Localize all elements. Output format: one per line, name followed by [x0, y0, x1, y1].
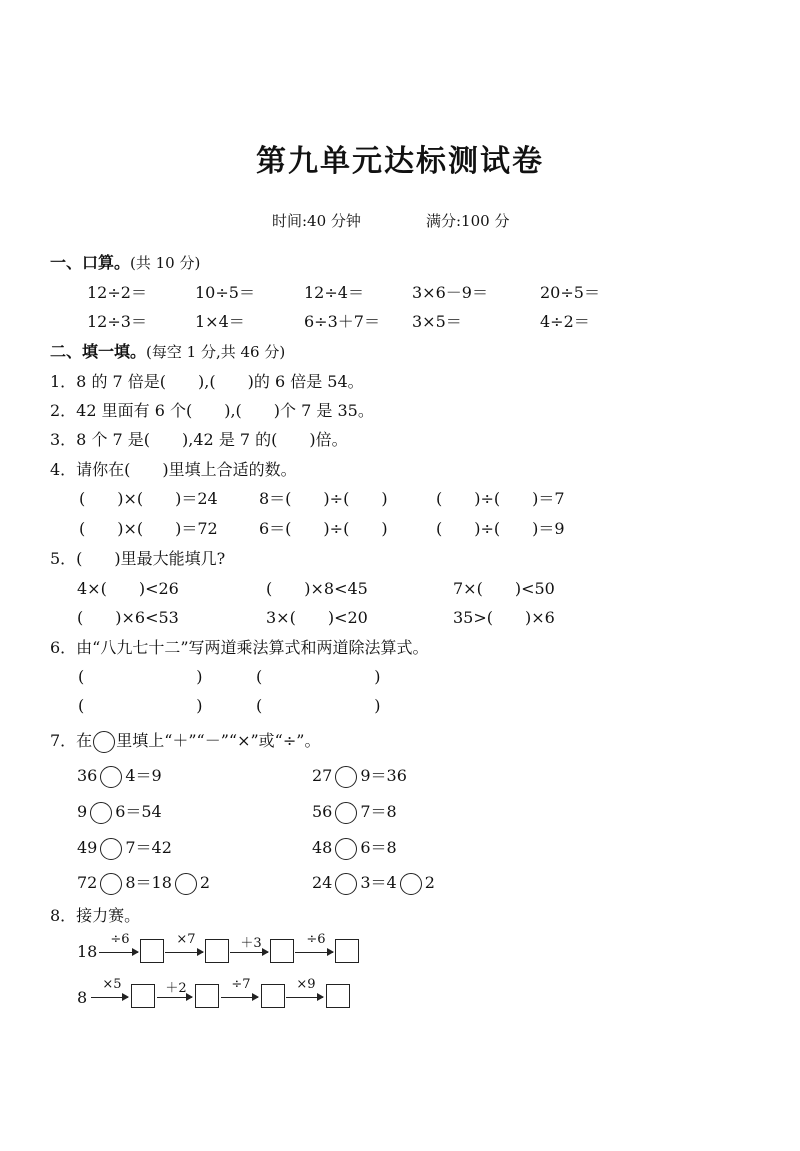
section-1-note: (共 10 分) [130, 254, 201, 272]
oral-calc-item: 1×4＝ [195, 312, 245, 331]
page-title: 第九单元达标测试卷 [256, 144, 544, 179]
question-3: 3．8 个 7 是( ),42 是 7 的( )倍。 [50, 430, 348, 449]
fill-equation: ( )÷( )＝9 [436, 519, 565, 538]
relay-operation: ×7 [176, 932, 196, 947]
inequality: 3×( )<20 [266, 608, 368, 627]
inequality: 7×( )<50 [453, 579, 555, 598]
operand: 36 [77, 766, 98, 785]
operand: 9 [77, 802, 88, 821]
question-1: 1．8 的 7 倍是( ),( )的 6 倍是 54。 [50, 372, 364, 391]
question-7-stem [50, 728, 320, 753]
relay-operation: ÷6 [110, 932, 130, 947]
question-8-stem: 8．接力赛。 [50, 906, 141, 925]
operand: 7＝8 [360, 802, 397, 821]
operator-equation [312, 835, 397, 860]
answer-box [261, 984, 285, 1008]
relay-operation: ÷7 [231, 977, 251, 992]
answer-box [131, 984, 155, 1008]
operator-circle-icon [100, 766, 122, 788]
answer-box [140, 939, 164, 963]
operator-equation [312, 870, 435, 895]
arrow-right-icon [157, 997, 192, 998]
operator-circle-icon [93, 731, 115, 753]
operand: 6＝8 [360, 838, 397, 857]
operand: 2 [199, 873, 211, 892]
question-2: 2．42 里面有 6 个( ),( )个 7 是 35。 [50, 401, 374, 420]
operator-circle-icon [90, 802, 112, 824]
operand: 72 [77, 873, 98, 892]
answer-blank: ( ) [256, 696, 381, 715]
arrow-right-icon [295, 952, 333, 953]
relay-operation: ×9 [296, 977, 316, 992]
answer-blank: ( ) [78, 696, 203, 715]
inequality: ( )×6<53 [77, 608, 179, 627]
inequality: 4×( )<26 [77, 579, 179, 598]
answer-box [270, 939, 294, 963]
operator-circle-icon [335, 838, 357, 860]
operand: 48 [312, 838, 333, 857]
inequality: ( )×8<45 [266, 579, 368, 598]
relay-operation: ＋2 [165, 981, 187, 996]
section-2-heading [50, 339, 285, 362]
operator-circle-icon [100, 873, 122, 895]
oral-calc-item: 20÷5＝ [540, 283, 600, 302]
answer-box [335, 939, 359, 963]
question-5-stem: 5．( )里最大能填几? [50, 549, 226, 568]
section-2-note: (每空 1 分,共 46 分) [146, 343, 286, 361]
operand: 49 [77, 838, 98, 857]
oral-calc-item: 12÷3＝ [87, 312, 147, 331]
fill-equation: 8＝( )÷( ) [259, 489, 388, 508]
operator-circle-icon [335, 802, 357, 824]
relay-operation: ＋3 [240, 936, 262, 951]
operator-circle-icon [100, 838, 122, 860]
arrow-right-icon [165, 952, 203, 953]
operator-circle-icon [175, 873, 197, 895]
arrow-right-icon [99, 952, 138, 953]
operand: 9＝36 [360, 766, 407, 785]
question-7-stem-prefix: 7．在 [50, 731, 93, 750]
question-4-stem: 4．请你在( )里填上合适的数。 [50, 460, 297, 479]
operator-circle-icon [335, 766, 357, 788]
answer-box [195, 984, 219, 1008]
arrow-right-icon [91, 997, 128, 998]
question-7-stem-suffix: 里填上“＋”“－”“×”或“÷”。 [116, 731, 321, 750]
answer-blank: ( ) [256, 667, 381, 686]
operand: 7＝42 [125, 838, 172, 857]
section-2-title: 二、填一填。 [50, 342, 147, 361]
full-score: 满分:100 分 [426, 212, 510, 230]
operator-circle-icon [335, 873, 357, 895]
answer-blank: ( ) [78, 667, 203, 686]
answer-box [326, 984, 350, 1008]
oral-calc-item: 3×5＝ [412, 312, 462, 331]
arrow-right-icon [221, 997, 258, 998]
relay-operation: ÷6 [306, 932, 326, 947]
operand: 3＝4 [360, 873, 397, 892]
arrow-right-icon [230, 952, 268, 953]
oral-calc-item: 4÷2＝ [540, 312, 590, 331]
fill-equation: ( )×( )＝24 [79, 489, 218, 508]
relay-start-number: 8 [77, 988, 88, 1007]
fill-equation: ( )×( )＝72 [79, 519, 218, 538]
fill-equation: 6＝( )÷( ) [259, 519, 388, 538]
operand: 24 [312, 873, 333, 892]
operator-equation [77, 799, 162, 824]
section-1-title: 一、口算。 [50, 253, 131, 272]
oral-calc-item: 12÷4＝ [304, 283, 364, 302]
operand: 6＝54 [115, 802, 162, 821]
fill-equation: ( )÷( )＝7 [436, 489, 565, 508]
operand: 4＝9 [125, 766, 162, 785]
oral-calc-item: 6÷3＋7＝ [304, 312, 380, 331]
operand: 56 [312, 802, 333, 821]
answer-box [205, 939, 229, 963]
section-1-heading [50, 250, 200, 273]
arrow-right-icon [286, 997, 323, 998]
operator-equation [77, 870, 210, 895]
relay-start-number: 18 [77, 942, 98, 961]
operator-circle-icon [400, 873, 422, 895]
operator-equation [77, 835, 172, 860]
oral-calc-item: 10÷5＝ [195, 283, 255, 302]
time-limit: 时间:40 分钟 [272, 212, 361, 230]
oral-calc-item: 3×6－9＝ [412, 283, 488, 302]
operand: 8＝18 [125, 873, 172, 892]
operator-equation [77, 763, 162, 788]
oral-calc-item: 12÷2＝ [87, 283, 147, 302]
operand: 2 [424, 873, 435, 892]
relay-operation: ×5 [102, 977, 122, 992]
operator-equation [312, 763, 407, 788]
operator-equation [312, 799, 397, 824]
operand: 27 [312, 766, 333, 785]
question-6-stem: 6．由“八九七十二”写两道乘法算式和两道除法算式。 [50, 638, 429, 657]
inequality: 35>( )×6 [453, 608, 555, 627]
